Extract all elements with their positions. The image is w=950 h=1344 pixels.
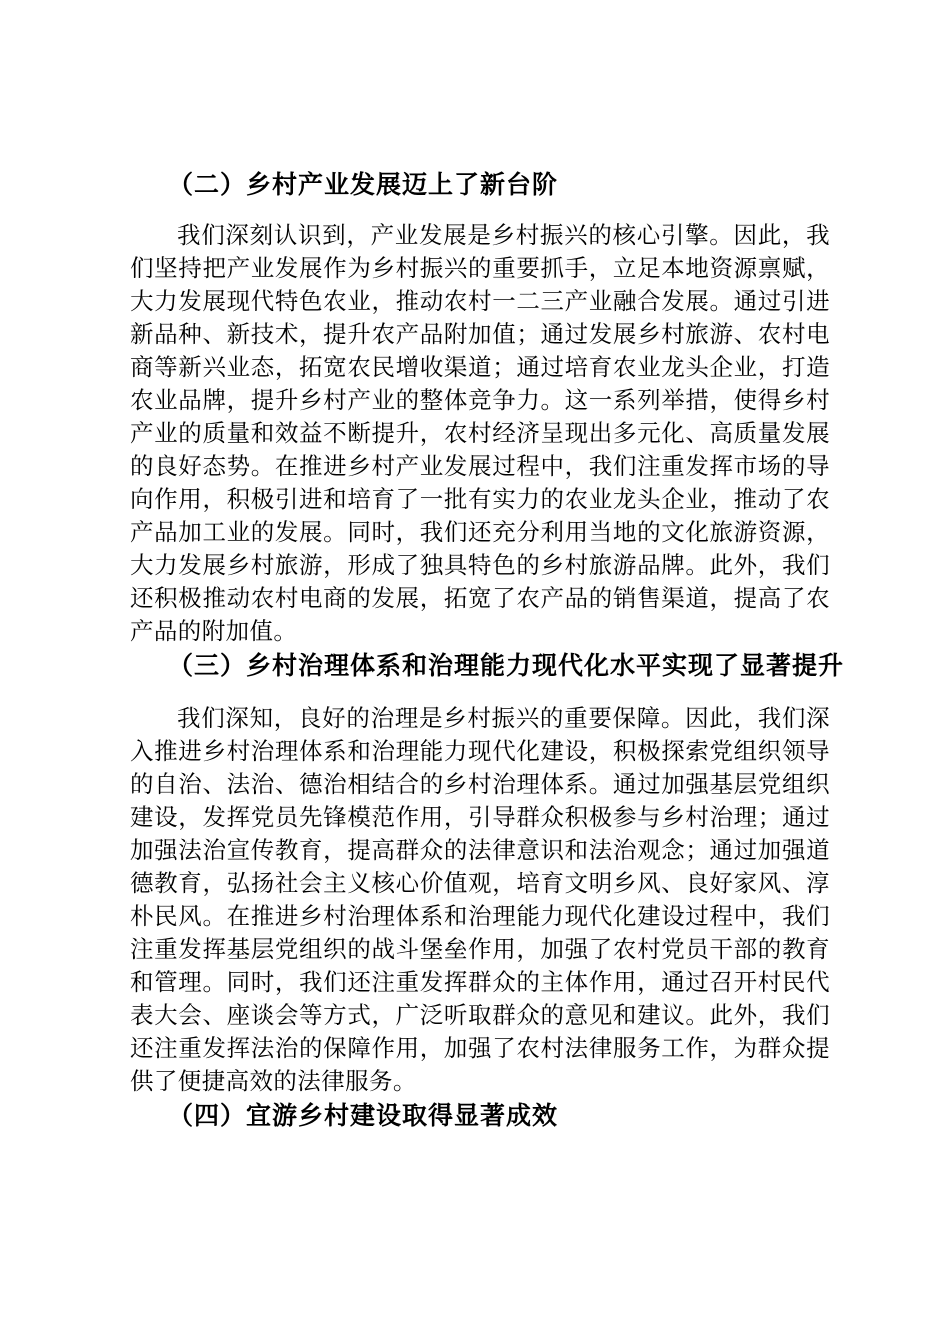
section-heading-4: （四）宜游乡村建设取得显著成效 bbox=[168, 1101, 559, 1130]
section-heading-2: （二）乡村产业发展迈上了新台阶 bbox=[168, 170, 559, 199]
section-paragraph-2: 我们深刻认识到，产业发展是乡村振兴的核心引擎。因此，我们坚持把产业发展作为乡村振兴的重要抓手，立足本地资源禀赋，大力发展现代特色农业，推动农村一二三产业融合发展。通过引进新品种、新技术，提升农产品附加值；通过发展乡村旅游、农村电商等新兴业态，拓宽农民增收渠道；通过培育农业龙头企业，打造农业品牌，提升乡村产业的整体竞争力。这一系列举措，使得乡村产业的质量和效益不断提升，农村经济呈现出多元化、高质量发展的良好态势。在推进乡村产业发展过程中，我们注重发挥市场的导向作用，积极引进和培育了一批有实力的农业龙头企业，推动了农产品加工业的发展。同时，我们还充分利用当地的文化旅游资源，大力发展乡村旅游，形成了独具特色的乡村旅游品牌。此外，我们还积极推动农村电商的发展，拓宽了农产品的销售渠道，提高了农产品的附加值。 bbox=[130, 221, 830, 645]
section-heading-3: （三）乡村治理体系和治理能力现代化水平实现了显著提升 bbox=[168, 651, 845, 680]
section-paragraph-3: 我们深知，良好的治理是乡村振兴的重要保障。因此，我们深入推进乡村治理体系和治理能力现代化建设，积极探索党组织领导的自治、法治、德治相结合的乡村治理体系。通过加强基层党组织建设，发挥党员先锋模范作用，引导群众积极参与乡村治理；通过加强法治宣传教育，提高群众的法律意识和法治观念；通过加强道德教育，弘扬社会主义核心价值观，培育文明乡风、良好家风、淳朴民风。在推进乡村治理体系和治理能力现代化建设过程中，我们注重发挥基层党组织的战斗堡垒作用，加强了农村党员干部的教育和管理。同时，我们还注重发挥群众的主体作用，通过召开村民代表大会、座谈会等方式，广泛听取群众的意见和建议。此外，我们还注重发挥法治的保障作用，加强了农村法律服务工作，为群众提供了便捷高效的法律服务。 bbox=[130, 704, 830, 1095]
